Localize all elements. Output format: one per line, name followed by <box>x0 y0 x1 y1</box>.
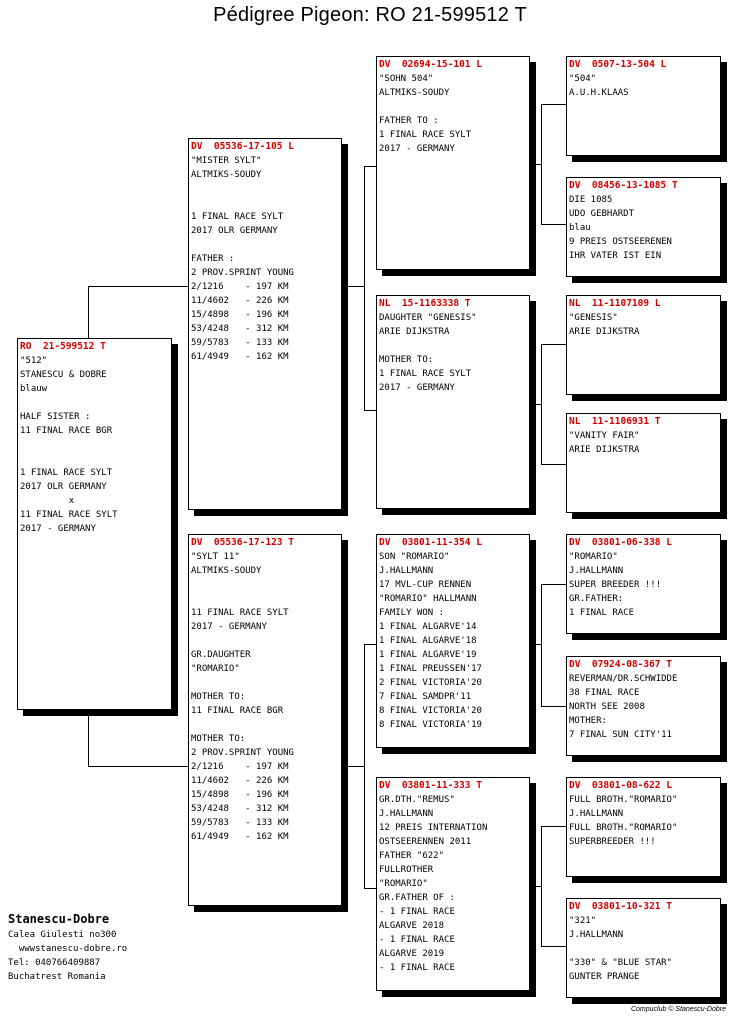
pigeon-info-line: "MISTER SYLT" <box>191 156 262 166</box>
connector-fmm-h <box>541 464 567 465</box>
pigeon-info-line: GR.DAUGHTER <box>191 650 251 660</box>
pigeon-info-line: 11 FINAL RACE SYLT <box>191 608 289 618</box>
pigeon-info-line: - 1 FINAL RACE <box>379 907 455 917</box>
pigeon-info-line: "321" <box>569 916 597 926</box>
breeder-phone: Tel: 040766409887 <box>8 958 101 968</box>
pigeon-info-line: "ROMARIO" <box>379 879 428 889</box>
pigeon-info-line: 11 FINAL RACE BGR <box>20 426 113 436</box>
great-grandparent-card-4 <box>566 413 721 513</box>
pigeon-info-line: MOTHER TO: <box>379 355 434 365</box>
pigeon-info-line: REVERMAN/DR.SCHWIDDE <box>569 674 678 684</box>
pigeon-info-line: 2 FINAL VICTORIA'20 <box>379 678 482 688</box>
pigeon-info-line <box>191 196 339 210</box>
pigeon-info-line <box>191 578 339 592</box>
pigeon-info-line: J.HALLMANN <box>569 930 624 940</box>
ring-number: DV 03801-11-333 T <box>379 780 482 791</box>
pigeon-info-line: 2017 - GERMANY <box>191 622 267 632</box>
pigeon-info-line: 8 FINAL VICTORIA'19 <box>379 720 482 730</box>
pigeon-info-line: "ROMARIO" <box>191 664 240 674</box>
connector-mf <box>541 584 542 706</box>
pigeon-info-line: ARIE DIJKSTRA <box>569 445 640 455</box>
pigeon-info-line: 1 FINAL ALGARVE'19 <box>379 650 477 660</box>
pigeon-info-line: 11/4602 - 226 KM <box>191 296 289 306</box>
pigeon-info-line: "GENESIS" <box>569 313 618 323</box>
pigeon-info-line: MOTHER TO: <box>191 734 246 744</box>
ring-number: DV 03801-06-338 L <box>569 537 672 548</box>
pigeon-info-line: ALTMIKS-SOUDY <box>379 88 450 98</box>
pigeon-info-line <box>379 339 527 353</box>
breeder-city: Buchatrest Romania <box>8 972 106 982</box>
pigeon-info-line: 53/4248 - 312 KM <box>191 804 289 814</box>
connector-mf-stub <box>529 644 541 645</box>
great-grandparent-card-5 <box>566 534 721 634</box>
grandsire-paternal-card <box>376 56 530 270</box>
pigeon-info-line: 17 MVL-CUP RENNEN <box>379 580 472 590</box>
connector-mfm-h <box>541 706 567 707</box>
pigeon-info-line: 7 FINAL SAMDPR'11 <box>379 692 472 702</box>
pigeon-info-line: FAMILY WON : <box>379 608 445 618</box>
pigeon-info-line: FATHER TO : <box>379 116 439 126</box>
pigeon-info-line: 1 FINAL RACE SYLT <box>20 468 113 478</box>
pigeon-info-line: MOTHER TO: <box>191 692 246 702</box>
breeder-info <box>8 910 127 984</box>
connector-fmf-h <box>541 344 567 345</box>
connector-fm <box>541 344 542 464</box>
pigeon-info-line: 2 PROV.SPRINT YOUNG <box>191 748 294 758</box>
pigeon-info-line: "SOHN 504" <box>379 74 434 84</box>
pigeon-info-line: FULL BROTH."ROMARIO" <box>569 795 678 805</box>
pigeon-info-line: 2017 - GERMANY <box>379 144 455 154</box>
pigeon-info-line: 1 FINAL ALGARVE'18 <box>379 636 477 646</box>
pigeon-info-line: 12 PREIS INTERNATION <box>379 823 488 833</box>
connector-fff-h <box>541 104 567 105</box>
great-grandparent-card-1 <box>566 56 721 156</box>
page-title: Pédigree Pigeon: RO 21-599512 T <box>213 4 527 26</box>
pigeon-info-line <box>191 182 339 196</box>
pigeon-info-line: FATHER : <box>191 254 235 264</box>
pigeon-info-line: x <box>20 496 75 506</box>
connector-mff-h <box>541 584 567 585</box>
pigeon-info-line: 1 FINAL RACE SYLT <box>379 130 472 140</box>
pigeon-info-line: ALTMIKS-SOUDY <box>191 566 262 576</box>
pigeon-info-line <box>191 718 339 732</box>
pigeon-info-line: blau <box>569 223 591 233</box>
ring-number: DV 07924-08-367 T <box>569 659 672 670</box>
connector-fm-stub <box>529 404 541 405</box>
connector-mmf-h <box>541 826 567 827</box>
pigeon-info-line: GR.DTH."REMUS" <box>379 795 455 805</box>
pigeon-info-line <box>191 634 339 648</box>
pigeon-info-line: SUPER BREEDER !!! <box>569 580 662 590</box>
pigeon-info-line <box>20 452 169 466</box>
subject-card <box>17 338 172 710</box>
pigeon-info-line: 2017 OLR GERMANY <box>191 226 278 236</box>
ring-number: NL 11-1107109 L <box>569 298 661 309</box>
pigeon-info-line: 2017 - GERMANY <box>379 383 455 393</box>
pigeon-info-line: 11 FINAL RACE BGR <box>191 706 284 716</box>
connector-father-h <box>88 286 189 287</box>
pigeon-info-line: FATHER "622" <box>379 851 445 861</box>
pigeon-info-line: ARIE DIJKSTRA <box>569 327 640 337</box>
pigeon-info-line <box>20 396 169 410</box>
pigeon-info-line: 1 FINAL RACE SYLT <box>379 369 472 379</box>
pigeon-info-line: SUPERBREEDER !!! <box>569 837 656 847</box>
grandsire-maternal-card <box>376 534 530 748</box>
connector-ff-stub <box>529 164 541 165</box>
pigeon-info-line: 61/4949 - 162 KM <box>191 352 289 362</box>
pigeon-info-line <box>20 438 169 452</box>
pigeon-info-line: 59/5783 - 133 KM <box>191 338 289 348</box>
pigeon-info-line: 11/4602 - 226 KM <box>191 776 289 786</box>
pigeon-info-line: NORTH SEE 2008 <box>569 702 645 712</box>
pigeon-info-line: ALGARVE 2018 <box>379 921 445 931</box>
connector-mm-stub <box>529 886 541 887</box>
pigeon-info-line: ALTMIKS-SOUDY <box>191 170 262 180</box>
pigeon-info-line: IHR VATER IST EIN <box>569 251 662 261</box>
pigeon-info-line: J.HALLMANN <box>379 566 434 576</box>
pigeon-info-line: 2/1216 - 197 KM <box>191 762 289 772</box>
ring-number: DV 0507-13-504 L <box>569 59 667 70</box>
ring-number: DV 05536-17-105 L <box>191 141 294 152</box>
pigeon-info-line: blauw <box>20 384 48 394</box>
father-card <box>188 138 342 510</box>
connector-mother <box>364 644 365 888</box>
pigeon-info-line: J.HALLMANN <box>569 566 624 576</box>
pigeon-info-line <box>191 238 339 252</box>
connector-mmm-h <box>541 946 567 947</box>
connector-ff <box>541 104 542 224</box>
pigeon-info-line: GR.FATHER: <box>569 594 624 604</box>
great-grandparent-card-8 <box>566 898 721 998</box>
pigeon-info-line: 8 FINAL VICTORIA'20 <box>379 706 482 716</box>
ring-number: DV 08456-13-1085 T <box>569 180 678 191</box>
pigeon-info-line: HALF SISTER : <box>20 412 91 422</box>
mother-card <box>188 534 342 906</box>
pigeon-info-line: 53/4248 - 312 KM <box>191 324 289 334</box>
great-grandparent-card-7 <box>566 777 721 877</box>
pigeon-info-line: - 1 FINAL RACE <box>379 963 455 973</box>
pigeon-info-line: 2/1216 - 197 KM <box>191 282 289 292</box>
connector-mm <box>541 826 542 946</box>
pigeon-info-line: ALGARVE 2019 <box>379 949 445 959</box>
connector-ffm-h <box>541 224 567 225</box>
pigeon-info-line: UDO GEBHARDT <box>569 209 635 219</box>
ring-number: NL 11-1106931 T <box>569 416 661 427</box>
ring-number: DV 03801-08-622 L <box>569 780 672 791</box>
pigeon-info-line: 15/4898 - 196 KM <box>191 310 289 320</box>
breeder-name: Stanescu-Dobre <box>8 912 110 926</box>
great-grandparent-card-6 <box>566 656 721 756</box>
pigeon-info-line: 1 FINAL RACE <box>569 608 635 618</box>
pigeon-info-line: GR.FATHER OF : <box>379 893 455 903</box>
connector-father-stub <box>341 286 364 287</box>
pigeon-info-line: 2017 - GERMANY <box>20 524 96 534</box>
connector-mother-stub <box>341 766 364 767</box>
ring-number: DV 03801-10-321 T <box>569 901 672 912</box>
granddam-paternal-card <box>376 295 530 509</box>
ring-number: NL 15-1163338 T <box>379 298 471 309</box>
pigeon-info-line: 7 FINAL SUN CITY'11 <box>569 730 672 740</box>
pigeon-info-line: "512" <box>20 356 48 366</box>
pigeon-info-line: 38 FINAL RACE <box>569 688 640 698</box>
footer-credit: Compuclub © Stanescu-Dobre <box>630 1006 726 1013</box>
connector-mother-h <box>88 766 189 767</box>
pigeon-info-line: 59/5783 - 133 KM <box>191 818 289 828</box>
pigeon-info-line: FULL BROTH."ROMARIO" <box>569 823 678 833</box>
pigeon-info-line: FULLROTHER <box>379 865 434 875</box>
pigeon-info-line <box>191 592 339 606</box>
pigeon-info-line: - 1 FINAL RACE <box>379 935 455 945</box>
pigeon-info-line: 9 PREIS OSTSEERENEN <box>569 237 672 247</box>
pigeon-info-line: "330" & "BLUE STAR" <box>569 958 672 968</box>
pigeon-info-line: "ROMARIO" <box>569 552 618 562</box>
pigeon-info-line: 11 FINAL RACE SYLT <box>20 510 118 520</box>
great-grandparent-card-2 <box>566 177 721 277</box>
pigeon-info-line: 1 FINAL RACE SYLT <box>191 212 284 222</box>
pigeon-info-line: 2 PROV.SPRINT YOUNG <box>191 268 294 278</box>
ring-number: RO 21-599512 T <box>20 341 106 352</box>
breeder-address: Calea Giulesti no300 <box>8 930 117 940</box>
ring-number: DV 02694-15-101 L <box>379 59 482 70</box>
pigeon-info-line: J.HALLMANN <box>569 809 624 819</box>
pigeon-info-line: "SYLT 11" <box>191 552 240 562</box>
ring-number: DV 05536-17-123 T <box>191 537 294 548</box>
pigeon-info-line: SON "ROMARIO" <box>379 552 450 562</box>
pigeon-info-line: DIE 1085 <box>569 195 613 205</box>
breeder-website: wwwstanescu-dobre.ro <box>8 944 128 954</box>
pigeon-info-line: J.HALLMANN <box>379 809 434 819</box>
ring-number: DV 03801-11-354 L <box>379 537 482 548</box>
pigeon-info-line: 2017 OLR GERMANY <box>20 482 107 492</box>
pigeon-info-line: DAUGHTER "GENESIS" <box>379 313 477 323</box>
pigeon-info-line: "ROMARIO" HALLMANN <box>379 594 477 604</box>
connector-father <box>364 166 365 410</box>
pigeon-info-line: 1 FINAL PREUSSEN'17 <box>379 664 482 674</box>
granddam-maternal-card <box>376 777 530 991</box>
pigeon-info-line <box>191 676 339 690</box>
pigeon-info-line: STANESCU & DOBRE <box>20 370 107 380</box>
pigeon-info-line: ARIE DIJKSTRA <box>379 327 450 337</box>
pigeon-info-line: 1 FINAL ALGARVE'14 <box>379 622 477 632</box>
pigeon-info-line: OSTSEERENNEN 2011 <box>379 837 472 847</box>
pigeon-info-line: GUNTER PRANGE <box>569 972 640 982</box>
pigeon-info-line: MOTHER: <box>569 716 607 726</box>
pigeon-info-line: 15/4898 - 196 KM <box>191 790 289 800</box>
pigeon-info-line: 61/4949 - 162 KM <box>191 832 289 842</box>
great-grandparent-card-3 <box>566 295 721 395</box>
pigeon-info-line <box>569 942 718 956</box>
pigeon-info-line <box>379 100 527 114</box>
pigeon-info-line: "VANITY FAIR" <box>569 431 640 441</box>
pigeon-info-line: A.U.H.KLAAS <box>569 88 629 98</box>
pigeon-info-line: "504" <box>569 74 597 84</box>
